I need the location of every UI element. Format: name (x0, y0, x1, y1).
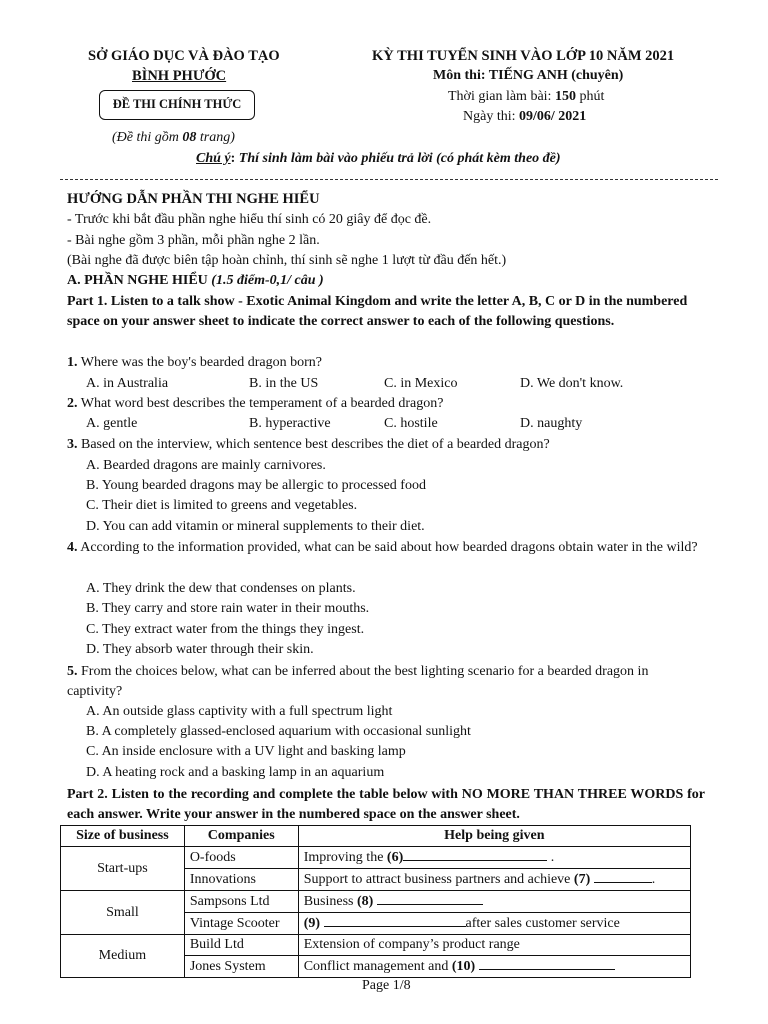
answer-number: (10) (451, 959, 476, 974)
part2-instruction: Part 2. Listen to the recording and complete the table below with NO MORE THAN THREE WORDS for each answer. Write your answer in the numbered space on the answer sheet. (67, 787, 705, 822)
size-cell: Medium (61, 935, 185, 978)
help-cell (298, 891, 690, 913)
help-text: Extension of company’s product range (303, 937, 520, 952)
option-3a: A. Bearded dragons are mainly carnivores. (86, 458, 326, 473)
pages-suffix: trang) (196, 130, 235, 145)
question-text: What word best describes the temperament of a bearded dragon? (77, 396, 444, 411)
official-exam-badge: ĐỀ THI CHÍNH THỨC (99, 90, 255, 120)
help-text-after: after sales customer service (465, 916, 620, 931)
option-1d: D. We don't know. (520, 376, 624, 391)
date-line (463, 109, 586, 125)
date-value: 09/06/ 2021 (519, 109, 587, 124)
header-help: Help being given (298, 826, 690, 847)
help-cell (298, 935, 690, 956)
option-5d: D. A heating rock and a basking lamp in an aquarium (86, 765, 385, 780)
question-text: Based on the interview, which sentence best describes the diet of a bearded dragon? (77, 437, 550, 452)
option-3b: B. Young bearded dragons may be allergic to processed food (86, 478, 426, 493)
dashed-divider (60, 179, 718, 180)
help-text: Improving the (303, 850, 387, 865)
company-cell: O-foods (184, 847, 298, 869)
time-label: Thời gian làm bài: (448, 89, 555, 104)
instructions-line-2: - Bài nghe gồm 3 phần, mỗi phần nghe 2 lần. (67, 233, 320, 248)
answer-blank[interactable] (403, 847, 547, 861)
header-size: Size of business (61, 826, 185, 847)
answer-blank[interactable] (324, 913, 466, 927)
help-text-after: . (651, 872, 656, 887)
help-cell (298, 869, 690, 891)
subject-value: TIẾNG ANH (chuyên) (488, 68, 624, 83)
option-4a: A. They drink the dew that condenses on plants. (86, 581, 356, 596)
option-2c: C. hostile (384, 416, 438, 431)
company-cell: Sampsons Ltd (184, 891, 298, 913)
help-text: Conflict management and (303, 959, 452, 974)
company-cell: Innovations (184, 869, 298, 891)
size-cell: Small (61, 891, 185, 935)
answer-number: (7) (573, 872, 591, 887)
answer-number: (9) (303, 916, 321, 931)
option-2b: B. hyperactive (249, 416, 331, 431)
company-cell: Build Ltd (184, 935, 298, 956)
question-number: 4. (67, 540, 78, 555)
time-value: 150 (554, 89, 576, 104)
question-text: From the choices below, what can be inferred about the best lighting scenario for a bearded dragon in captivity? (67, 664, 649, 699)
table-row (61, 935, 691, 956)
header-companies: Companies (184, 826, 298, 847)
help-cell (298, 956, 690, 978)
pages-prefix: (Đề thi gồm (112, 130, 183, 145)
option-1b: B. in the US (249, 376, 319, 391)
question-number: 2. (67, 396, 78, 411)
part1-instruction: Part 1. Listen to a talk show - Exotic Animal Kingdom and write the letter A, B, C or D in the numbered space on your answer sheet to indicate the correct answer to each of the following questions. (67, 294, 688, 329)
option-3d: D. You can add vitamin or mineral supplements to their diet. (86, 519, 425, 534)
help-cell (298, 913, 690, 935)
company-cell: Vintage Scooter (184, 913, 298, 935)
date-label: Ngày thi: (463, 109, 519, 124)
option-5b: B. A completely glassed-enclosed aquarium with occasional sunlight (86, 724, 471, 739)
section-a-title: A. PHẦN NGHE HIỂU (67, 273, 212, 288)
note-colon: : (230, 151, 239, 166)
question-text: According to the information provided, what can be said about how bearded dragons obtain water in the wild? (77, 540, 698, 555)
section-a-score: (1.5 điểm-0,1/ câu ) (211, 273, 324, 288)
option-1c: C. in Mexico (384, 376, 458, 391)
note-text: Thí sinh làm bài vào phiếu trả lời (có phát kèm theo đề) (238, 151, 561, 166)
section-a-heading (67, 273, 708, 289)
time-unit: phút (575, 89, 605, 104)
answer-blank[interactable] (377, 891, 483, 905)
help-text: Business (303, 894, 357, 909)
question-2 (67, 396, 708, 412)
option-4c: C. They extract water from the things they ingest. (86, 622, 365, 637)
help-text: Support to attract business partners and achieve (303, 872, 574, 887)
instructions-line-3: (Bài nghe đã được biên tập hoàn chỉnh, thí sinh sẽ nghe 1 lượt từ đầu đến hết.) (67, 253, 507, 268)
question-1 (67, 355, 708, 371)
option-4d: D. They absorb water through their skin. (86, 642, 314, 657)
note-line (196, 151, 561, 167)
answer-blank[interactable] (479, 956, 615, 970)
size-cell: Start-ups (61, 847, 185, 891)
subject-label: Môn thi: (433, 68, 489, 83)
option-3c: C. Their diet is limited to greens and vegetables. (86, 498, 358, 513)
company-cell: Jones System (184, 956, 298, 978)
option-5c: C. An inside enclosure with a UV light and basking lamp (86, 744, 406, 759)
table-row (61, 891, 691, 913)
option-5a: A. An outside glass captivity with a full spectrum light (86, 704, 393, 719)
question-3 (67, 437, 708, 453)
pages-count: 08 (182, 130, 197, 145)
table-header-row (61, 826, 691, 847)
answer-blank[interactable] (594, 869, 652, 883)
help-cell (298, 847, 690, 869)
question-number: 5. (67, 664, 78, 679)
instructions-line-1: - Trước khi bắt đầu phần nghe hiểu thí sinh có 20 giây để đọc đề. (67, 212, 432, 227)
question-4 (67, 538, 707, 558)
page-number: Page 1/8 (362, 978, 411, 993)
question-5 (67, 662, 707, 702)
time-line (448, 89, 604, 105)
help-text-after: . (547, 850, 555, 865)
answer-number: (8) (357, 894, 374, 909)
province-name: BÌNH PHƯỚC (132, 68, 227, 84)
instructions-title: HƯỚNG DẪN PHẦN THI NGHE HIỂU (67, 191, 320, 207)
exam-title: KỲ THI TUYỂN SINH VÀO LỚP 10 NĂM 2021 (372, 48, 675, 64)
note-label: Chú ý (196, 151, 231, 166)
answer-number: (6) (386, 850, 404, 865)
department-name: SỞ GIÁO DỤC VÀ ĐÀO TẠO (88, 48, 280, 64)
question-number: 1. (67, 355, 78, 370)
help-table (60, 825, 691, 978)
option-4b: B. They carry and store rain water in their mouths. (86, 601, 370, 616)
table-row (61, 847, 691, 869)
option-2a: A. gentle (86, 416, 138, 431)
question-number: 3. (67, 437, 78, 452)
question-text: Where was the boy's bearded dragon born? (77, 355, 322, 370)
subject-line (433, 68, 623, 84)
option-2d: D. naughty (520, 416, 583, 431)
page-count-note (112, 130, 235, 146)
option-1a: A. in Australia (86, 376, 169, 391)
